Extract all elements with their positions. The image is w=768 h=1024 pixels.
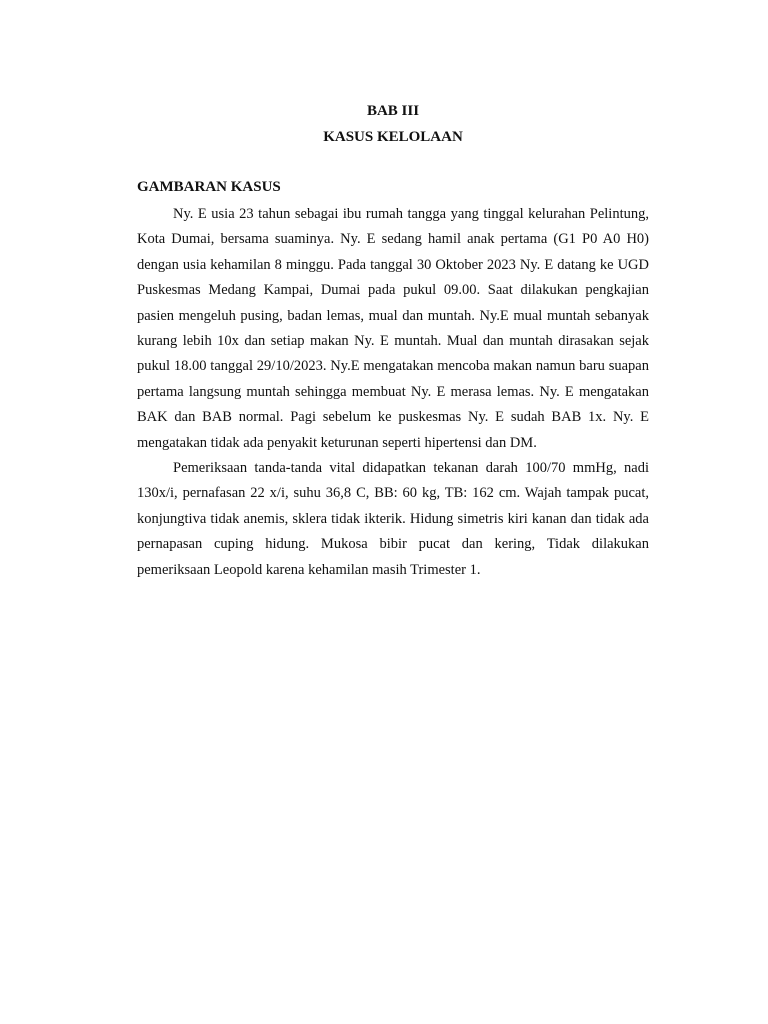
section-heading: GAMBARAN KASUS bbox=[137, 179, 281, 195]
chapter-number: BAB III bbox=[366, 103, 420, 119]
chapter-title: KASUS KELOLAAN bbox=[323, 129, 463, 145]
body-text bbox=[137, 202, 649, 583]
paragraph-vital-signs: Pemeriksaan tanda-tanda vital didapatkan tekanan darah 100/70 mmHg, nadi 130x/i, pernafasan 22 x/i, suhu 36,8 C, BB: 60 kg, TB: 162 cm. Wajah tampak pucat, konjungtiva tidak anemis, sklera tidak ikterik. Hidung simetris kiri kanan dan tidak ada pernapasan cuping hidung. Mukosa bibir pucat dan kering, Tidak dilakukan pemeriksaan Leopold karena kehamilan masih Trimester 1. bbox=[137, 460, 649, 578]
paragraph-case-description: Ny. E usia 23 tahun sebagai ibu rumah tangga yang tinggal kelurahan Pelintung, Kota Dumai, bersama suaminya. Ny. E sedang hamil anak pertama (G1 P0 A0 H0) dengan usia kehamilan 8 minggu. Pada tanggal 30 Oktober 2023 Ny. E datang ke UGD Puskesmas Medang Kampai, Dumai pada pukul 09.00. Saat dilakukan pengkajian pasien mengeluh pusing, badan lemas, mual dan muntah. Ny.E mual muntah sebanyak kurang lebih 10x dan setiap makan Ny. E muntah. Mual dan muntah dirasakan sejak pukul 18.00 tanggal 29/10/2023. Ny.E mengatakan mencoba makan namun baru suapan pertama langsung muntah sehingga membuat Ny. E merasa lemas. Ny. E mengatakan BAK dan BAB normal. Pagi sebelum ke puskesmas Ny. E sudah BAB 1x. Ny. E mengatakan tidak ada penyakit keturunan seperti hipertensi dan DM. bbox=[137, 206, 649, 451]
